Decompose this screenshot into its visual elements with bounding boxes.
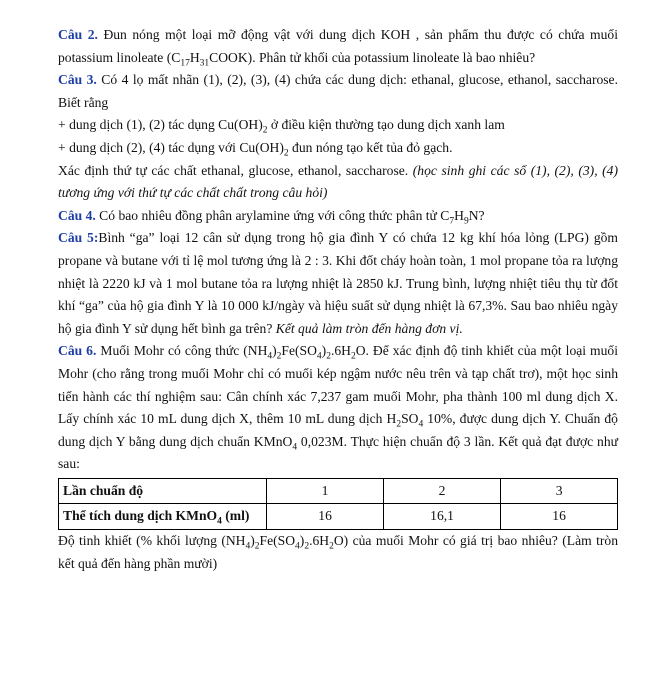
table-cell: 1 — [267, 478, 384, 504]
question-2-text-end: COOK). Phân tử khối của potassium linoleate là bao nhiêu? — [209, 49, 536, 65]
subscript: 2 — [262, 126, 268, 137]
question-6 — [58, 340, 618, 476]
table-cell: 2 — [383, 478, 500, 504]
question-3-condition-2 — [58, 137, 618, 160]
question-4 — [58, 205, 618, 228]
formula-part: H — [454, 207, 464, 223]
question-3-prompt — [58, 160, 618, 205]
subscript: 2 — [304, 541, 310, 552]
question-3-text: Có 4 lọ mất nhãn (1), (2), (3), (4) chứa các dung dịch: ethanal, glucose, ethanol, saccharose. Biết rằng — [58, 72, 618, 110]
question-5 — [58, 227, 618, 340]
table-cell: 16,1 — [383, 504, 500, 530]
question-6-text-end: 0,023M. Thực hiện chuẩn độ 3 lần. Kết quả đạt được như sau: — [58, 433, 618, 472]
subscript: 31 — [199, 58, 210, 69]
subscript: 4 — [217, 517, 222, 528]
subscript: 4 — [418, 419, 424, 430]
table-cell: 16 — [267, 504, 384, 530]
question-5-label: Câu 5: — [58, 230, 99, 246]
condition-text-end: ở điều kiện thường tạo dung dịch xanh lam — [267, 117, 505, 133]
question-2-label: Câu 2. — [58, 27, 98, 42]
table-header-cell — [59, 504, 267, 530]
formula-part: ) — [321, 343, 327, 359]
condition-text: + dung dịch (2), (4) tác dụng với Cu(OH) — [58, 139, 284, 155]
subscript: 2 — [326, 352, 331, 363]
question-6-final — [58, 530, 618, 575]
formula-part: .6H — [330, 343, 351, 359]
formula-part: Fe(SO — [259, 533, 296, 549]
subscript: 9 — [463, 216, 469, 227]
formula-part: Muối Mohr có công thức (NH — [96, 343, 268, 359]
formula-part: ) — [272, 343, 277, 359]
subscript: 4 — [316, 352, 322, 363]
condition-text-end: đun nóng tạo kết tủa đỏ gạch. — [288, 139, 453, 155]
question-5-text: Bình “ga” loại 12 cân sử dụng trong hộ gia đình Y có chứa 12 kg khí hóa lỏng (LPG) gồm propane và butane với tỉ lệ mol tương ứng là 2 : 3. Khi đốt cháy hoàn toàn, 1 mol propane tỏa ra lượng nhiệt là 2220 kJ và 1 mol butane tỏa ra lượng nhiệt là 2850 kJ. Trung bình, lượng nhiệt tiêu thụ từ đốt khí “ga” của hộ gia đình Y là 10 000 kJ/ngày và hiệu suất sử dụng nhiệt là 67,3%. Sau bao nhiêu ngày hộ gia đình Y sử dụng hết bình ga trên? — [58, 230, 618, 336]
question-3-condition-1 — [58, 114, 618, 137]
question-6-final-text: O) của muối Mohr có giá trị bao nhiêu? (Làm tròn kết quả đến hàng phần mười) — [58, 533, 618, 571]
condition-text: + dung dịch (1), (2) tác dụng Cu(OH) — [58, 117, 263, 133]
question-6-text: O. Để xác định độ tinh khiết của một loại muối Mohr (cho rằng trong muối Mohr chỉ có muối kép ngậm nước nêu trên và tạp chất trơ), một học sinh tiến hành các thí nghiệm sau: Cân chính xác 7,237 gam muối Mohr, pha thành 100 ml dung dịch X. Lấy chính xác 10 mL dung dịch X, thêm 10 mL dung dịch H — [58, 343, 618, 427]
formula-part: SO — [401, 411, 419, 427]
question-3-question: Xác định thứ tự các chất ethanal, glucose, ethanol, saccharose. — [58, 162, 413, 178]
question-4-text-end: N? — [468, 207, 485, 223]
subscript: 2 — [283, 148, 289, 159]
question-2 — [58, 24, 618, 69]
formula-part: ) — [299, 533, 305, 549]
subscript: 4 — [295, 541, 300, 552]
table-cell: 16 — [501, 504, 618, 530]
subscript: 7 — [449, 216, 455, 227]
question-3-hint: (học sinh ghi các số (1), (2), (3), (4) tương ứng với thứ tự các chất chất trong câu hỏi) — [58, 162, 618, 201]
subscript: 2 — [276, 352, 282, 363]
subscript: 2 — [254, 541, 260, 552]
formula-part: Fe(SO — [281, 343, 317, 359]
table-row — [59, 504, 618, 530]
question-6-text: 10%, được dung dịch Y. Chuẩn độ dung dịch Y bằng dung dịch chuẩn KMnO — [58, 411, 618, 449]
question-3-label: Câu 3. — [58, 72, 97, 88]
table-header-cell: Lần chuẩn độ — [59, 478, 267, 504]
subscript: 2 — [329, 541, 334, 552]
question-4-label: Câu 4. — [58, 207, 96, 223]
table-cell: 3 — [501, 478, 618, 504]
header-text-end: (ml) — [221, 508, 250, 524]
question-3 — [58, 69, 618, 114]
document-page — [58, 24, 618, 575]
formula-part: .6H — [309, 533, 330, 549]
formula-part: ) — [250, 533, 255, 549]
question-4-text: Có bao nhiêu đồng phân arylamine ứng với công thức phân tử C — [95, 207, 450, 223]
subscript: 4 — [245, 541, 251, 552]
subscript: 2 — [396, 419, 402, 430]
question-6-label: Câu 6. — [58, 343, 97, 359]
question-2-text: Đun nóng một loại mỡ động vật với dung dịch KOH , sản phẩm thu được có chứa muối potassium linoleate (C — [58, 27, 618, 65]
subscript: 4 — [292, 442, 298, 453]
subscript: 4 — [267, 352, 273, 363]
formula-part: H — [189, 49, 200, 65]
formula-part: Độ tinh khiết (% khối lượng (NH — [58, 533, 246, 549]
titration-table — [58, 478, 618, 530]
subscript: 2 — [350, 352, 356, 363]
question-5-note: Kết quả làm tròn đến hàng đơn vị. — [275, 320, 463, 336]
header-text: Thể tích dung dịch KMnO — [63, 508, 218, 524]
subscript: 17 — [180, 58, 190, 69]
table-row — [59, 478, 618, 504]
